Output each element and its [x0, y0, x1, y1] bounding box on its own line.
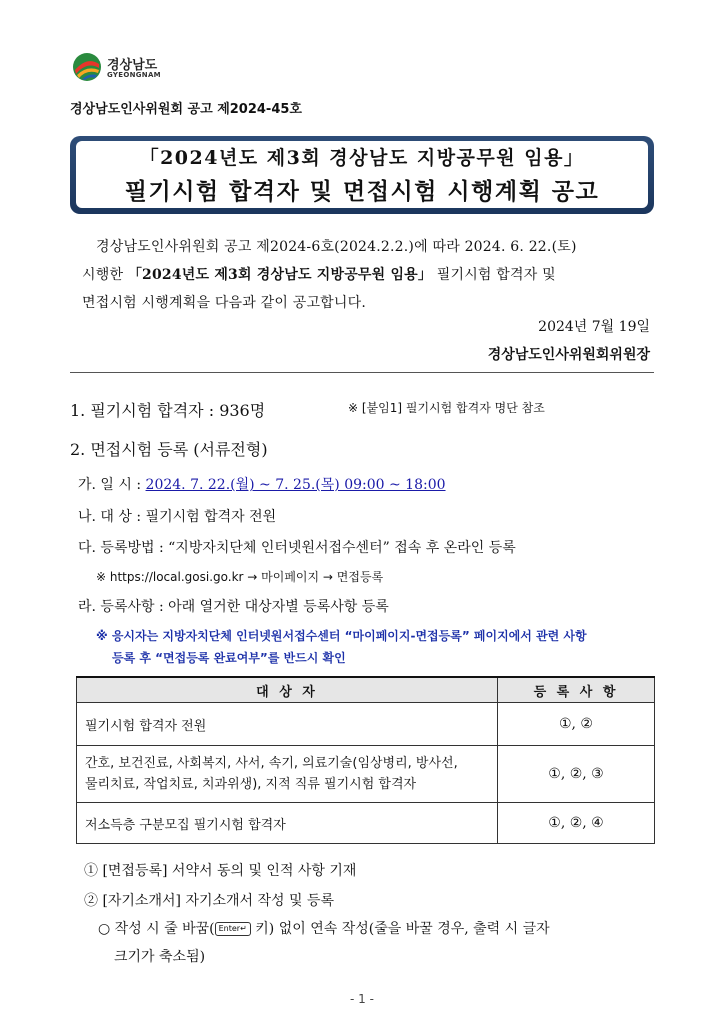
gyeongnam-emblem-icon: [72, 52, 102, 82]
table-row: [77, 803, 655, 844]
cell-target-line-2: 물리치료, 작업치료, 치과위생), 지적 직류 필기시험 합격자: [85, 777, 417, 792]
title-line-2: 필기시험 합격자 및 면접시험 시행계획 공고: [124, 179, 600, 205]
cell-target: [77, 746, 498, 803]
cell-items: ①, ②: [498, 703, 655, 746]
item-1: ① [면접등록] 서약서 동의 및 인적 사항 기재: [84, 863, 357, 879]
table-row: [77, 746, 655, 803]
cell-items: ①, ②, ④: [498, 803, 655, 844]
gyeongnam-logo: [72, 52, 192, 86]
intro-line-1: 경상남도인사위원회 공고 제2024-6호(2024.2.2.)에 따라 2024. 6. 22.(토): [96, 239, 577, 255]
warning-note: [96, 625, 656, 669]
sub-pre: ○ 작성 시 줄 바꿈(: [98, 921, 215, 937]
header-target: 대 상 자: [77, 677, 498, 703]
title-line-1: 「2024년도 제3회 경상남도 지방공무원 임용」: [139, 147, 585, 169]
intro-line-2-pre: 시행한: [82, 267, 128, 283]
intro-exam-name: 「2024년도 제3회 경상남도 지방공무원 임용」: [127, 267, 433, 283]
intro-line-2: [82, 261, 654, 289]
sub-post: 키) 없이 연속 작성(줄을 바꿀 경우, 출력 시 글자: [250, 921, 550, 937]
cell-target-line-1: 간호, 보건진료, 사회복지, 사서, 속기, 의료기술(임상병리, 방사선,: [85, 756, 458, 771]
logo-text-en: GYEONGNAM: [107, 71, 161, 79]
title-banner-inner: [76, 141, 648, 208]
table-header-row: [77, 677, 655, 703]
row-schedule-label: 가. 일 시 :: [78, 477, 146, 493]
cell-target: 필기시험 합격자 전원: [77, 703, 498, 746]
sub-line-2: 크기가 축소됨): [114, 949, 206, 965]
row-schedule: [78, 474, 446, 494]
item-2: ② [자기소개서] 자기소개서 작성 및 등록: [84, 893, 335, 909]
section-1-note: ※ [붙임1] 필기시험 합격자 명단 참조: [348, 401, 545, 415]
cell-target: 저소득층 구분모집 필기시험 합격자: [77, 803, 498, 844]
page-number: - 1 -: [350, 992, 374, 1006]
notice-number: 경상남도인사위원회 공고 제2024-45호: [70, 102, 302, 117]
row-method: 다. 등록방법 : “지방자치단체 인터넷원서접수센터” 접속 후 온라인 등록: [78, 540, 516, 556]
warning-line-1: ※ 응시자는 지방자치단체 인터넷원서접수센터 “마이페이지-면접등록” 페이지에서 관련 사항: [96, 629, 587, 643]
row-target: 나. 대 상 : 필기시험 합격자 전원: [78, 509, 277, 525]
warning-line-2: 등록 후 “면접등록 완료여부”를 반드시 확인: [112, 651, 346, 665]
intro-line-2-post: 필기시험 합격자 및: [432, 267, 556, 283]
logo-text-ko: 경상남도: [107, 58, 158, 73]
signer: 경상남도인사위원회위원장: [487, 347, 650, 363]
divider: [70, 372, 654, 373]
section-2-heading: 2. 면접시험 등록 (서류전형): [70, 440, 268, 459]
notice-date: 2024년 7월 19일: [538, 319, 650, 335]
registration-table: [76, 676, 655, 844]
intro-line-3: 면접시험 시행계획을 다음과 같이 공고합니다.: [82, 295, 367, 311]
row-schedule-value: 2024. 7. 22.(월) ~ 7. 25.(목) 09:00 ~ 18:00: [145, 477, 446, 493]
item-2-sub: [98, 915, 658, 971]
section-1-heading: 1. 필기시험 합격자 : 936명: [70, 401, 266, 420]
cell-items: ①, ②, ③: [498, 746, 655, 803]
row-method-note: ※ https://local.gosi.go.kr → 마이페이지 → 면접등록: [96, 570, 384, 584]
row-items: 라. 등록사항 : 아래 열거한 대상자별 등록사항 등록: [78, 599, 389, 615]
title-banner: [70, 136, 654, 214]
header-items: 등 록 사 항: [498, 677, 655, 703]
enter-key-icon: Enter↵: [215, 922, 251, 936]
table-row: [77, 703, 655, 746]
